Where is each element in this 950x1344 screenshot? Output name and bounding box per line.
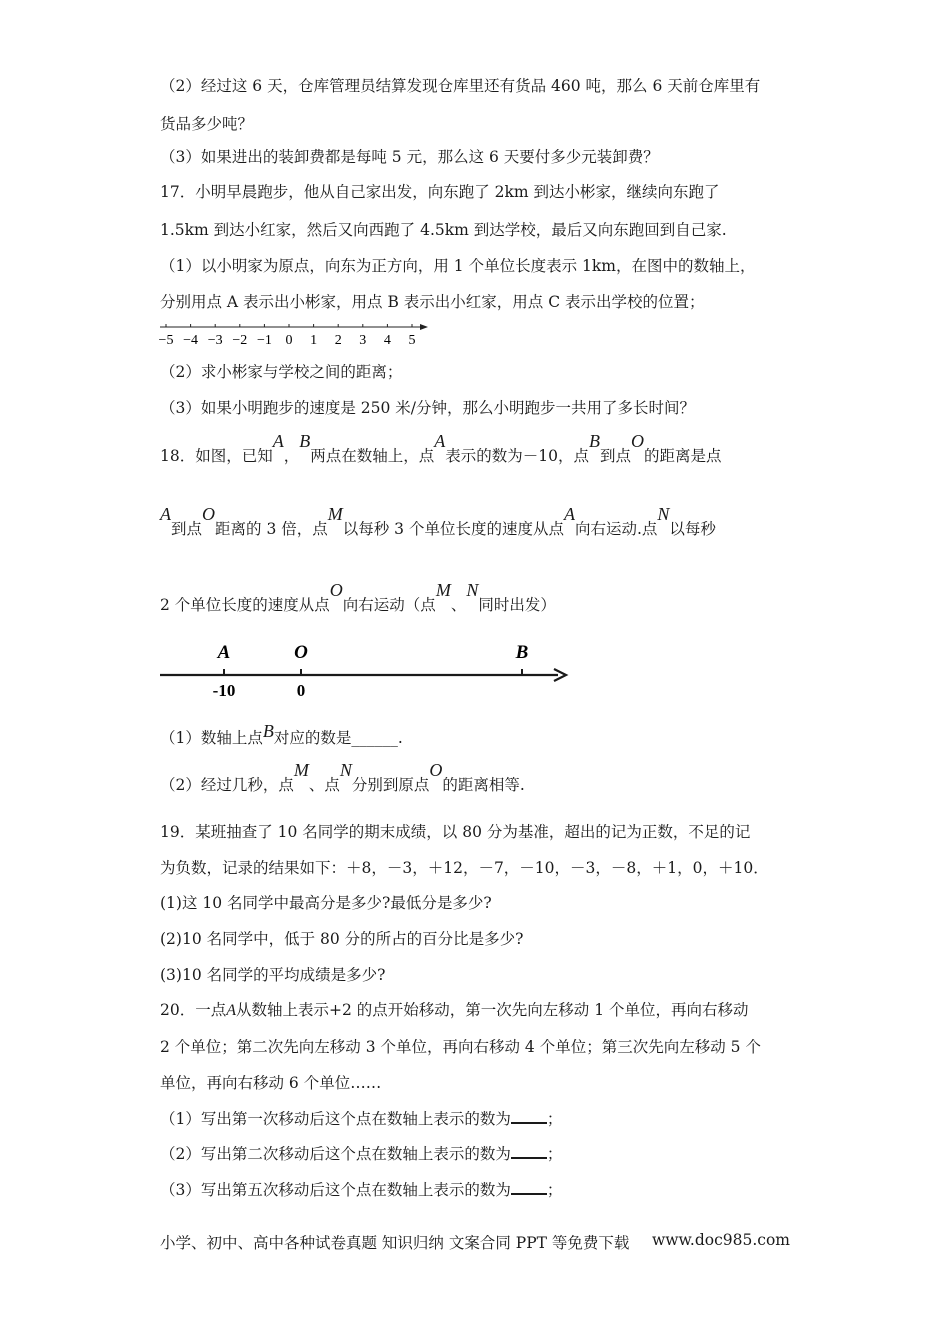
q18-line2 [160, 504, 716, 539]
q20-line2: 2 个单位；第二次先向左移动 3 个单位，再向右移动 4 个单位；第三次先向左移动 5 个 [160, 1038, 761, 1056]
q20-text: （1）写出第一次移动后这个点在数轴上表示的数为 [160, 1110, 511, 1128]
q18-var-b: B [299, 431, 311, 451]
q18-label-a: A [217, 642, 231, 663]
q18-text: 以每秒 [669, 520, 716, 538]
q18-text: 18．如图，已知 [160, 447, 273, 465]
q18-text: 、点 [308, 776, 340, 794]
q19-part3: (3)10 名同学的平均成绩是多少? [160, 966, 386, 984]
q18-var-o: O [202, 504, 216, 524]
q17-axis-tick-label: −1 [256, 333, 272, 348]
q17-axis-tick-label: 5 [408, 333, 416, 348]
q18-figure [158, 636, 578, 700]
q17-axis-tick-label: 0 [285, 333, 293, 348]
answer-blank[interactable] [511, 1157, 547, 1159]
q18-var-a: A [434, 431, 446, 451]
q18-text: 向右运动（点 [342, 596, 436, 614]
q18-text: 到点 [600, 447, 632, 465]
q18-text: （2）经过几秒，点 [160, 776, 294, 794]
q18-text: 以每秒 3 个单位长度的速度从点 [342, 520, 564, 538]
q17-axis-tick-label: 4 [383, 333, 391, 348]
answer-blank[interactable] [511, 1193, 547, 1195]
q18-text: 、 [450, 596, 467, 614]
q18-var-m: M [435, 580, 451, 600]
q17-axis-tick-label: 3 [359, 333, 367, 348]
q18-part2 [160, 760, 525, 795]
q18-value-a: -10 [212, 681, 236, 700]
q18-text: 距离的 3 倍，点 [215, 520, 328, 538]
q17-part1-line1: （1）以小明家为原点，向东为正方向，用 1 个单位长度表示 1km，在图中的数轴上， [160, 257, 756, 275]
q18-var-b: B [589, 431, 600, 451]
q17-axis-tick-label: 2 [334, 333, 342, 348]
q18-var-a: A [160, 504, 171, 524]
q18-text: 两点在数轴上，点 [310, 447, 435, 465]
q18-label-b: B [515, 642, 529, 663]
q18-var-a: A [272, 431, 284, 451]
q20-text: ； [546, 1110, 563, 1128]
q17-part1-line2: 分别用点 A 表示出小彬家，用点 B 表示出小红家，用点 C 表示出学校的位置； [160, 293, 705, 311]
q18-var-m: M [293, 760, 309, 780]
q20-part1 [160, 1109, 562, 1129]
q18-text: 向右运动.点 [574, 520, 658, 538]
q18-value-o: 0 [296, 681, 306, 700]
q17-axis-tick-label: −2 [232, 333, 248, 348]
answer-blank[interactable] [511, 1122, 547, 1124]
q16-part2-line2: 货品多少吨？ [160, 115, 254, 133]
q19-line1: 19．某班抽查了 10 名同学的期末成绩，以 80 分为基准，超出的记为正数，不足的记 [160, 823, 751, 841]
q20-line1 [160, 1000, 749, 1021]
q17-part3: （3）如果小明跑步的速度是 250 米/分钟，那么小明跑步一共用了多长时间？ [160, 399, 696, 417]
q20-part2 [160, 1144, 562, 1164]
q18-text: ， [283, 447, 300, 465]
q20-part3 [160, 1180, 562, 1200]
footer-left-text: 小学、初中、高中各种试卷真题 知识归纳 文案合同 PPT 等免费下载 [160, 1234, 630, 1252]
q18-text: 表示的数为－10，点 [445, 447, 589, 465]
q17-number-line [156, 318, 436, 352]
page-footer [160, 1231, 790, 1253]
q18-var-n: N [657, 504, 670, 524]
q18-var-n: N [466, 580, 479, 600]
q18-var-b: B [262, 721, 274, 741]
q17-axis-arrow [420, 324, 428, 330]
q17-line1: 17．小明早晨跑步，他从自己家出发，向东跑了 2km 到达小彬家，继续向东跑了 [160, 183, 720, 201]
q16-part2-line1: （2）经过这 6 天，仓库管理员结算发现仓库里还有货品 460 吨，那么 6 天前仓库里有 [160, 77, 761, 95]
q19-line2: 为负数，记录的结果如下：＋8，－3，＋12，－7，－10，－3，－8，＋1，0，＋10． [160, 859, 769, 877]
q17-line2: 1.5km 到达小红家，然后又向西跑了 4.5km 到达学校，最后又向东跑回到自己家. [160, 221, 727, 239]
q18-var-o: O [329, 580, 343, 600]
q19-part1: (1)这 10 名同学中最高分是多少?最低分是多少? [160, 894, 492, 912]
q20-var-a: A [226, 1002, 237, 1019]
footer-website-link[interactable]: www.doc985.com [651, 1231, 790, 1249]
q17-axis-tick-label: −4 [183, 333, 199, 348]
q20-text: （2）写出第二次移动后这个点在数轴上表示的数为 [160, 1145, 511, 1163]
q17-axis-tick-label: −5 [158, 333, 174, 348]
q20-line3: 单位，再向右移动 6 个单位…… [160, 1074, 382, 1092]
q20-text: （3）写出第五次移动后这个点在数轴上表示的数为 [160, 1181, 511, 1199]
q20-text: ； [546, 1181, 563, 1199]
q18-line3 [160, 580, 556, 615]
q17-axis-tick-label: 1 [310, 333, 318, 348]
q18-line1 [160, 431, 722, 466]
q20-text: 从数轴上表示+2 的点开始移动，第一次先向左移动 1 个单位，再向右移动 [236, 1001, 749, 1019]
q18-text: （1）数轴上点 [160, 729, 263, 747]
q17-axis-ticks [159, 324, 416, 348]
q18-var-a: A [563, 504, 575, 524]
q19-part2: (2)10 名同学中，低于 80 分的所占的百分比是多少? [160, 930, 524, 948]
q20-text: 20．一点 [160, 1001, 227, 1019]
q18-text: 的距离是点 [644, 447, 722, 465]
q18-var-o: O [429, 760, 443, 780]
q18-text: 同时出发） [478, 596, 556, 614]
q18-var-o: O [631, 431, 645, 451]
q20-text: ； [546, 1145, 563, 1163]
q18-text: 到点 [171, 520, 203, 538]
q18-text: 对应的数是______. [273, 729, 403, 747]
q18-var-m: M [327, 504, 343, 524]
q18-text: 的距离相等. [442, 776, 525, 794]
q17-axis-tick-label: −3 [207, 333, 223, 348]
q17-part2: （2）求小彬家与学校之间的距离； [160, 363, 403, 381]
q18-text: 分别到原点 [351, 776, 430, 794]
q18-part1 [160, 721, 403, 748]
q18-label-o: O [294, 642, 308, 663]
q18-var-n: N [339, 760, 352, 780]
q18-text: 2 个单位长度的速度从点 [160, 596, 330, 614]
q16-part3: （3）如果进出的装卸费都是每吨 5 元，那么这 6 天要付多少元装卸费？ [160, 148, 659, 166]
